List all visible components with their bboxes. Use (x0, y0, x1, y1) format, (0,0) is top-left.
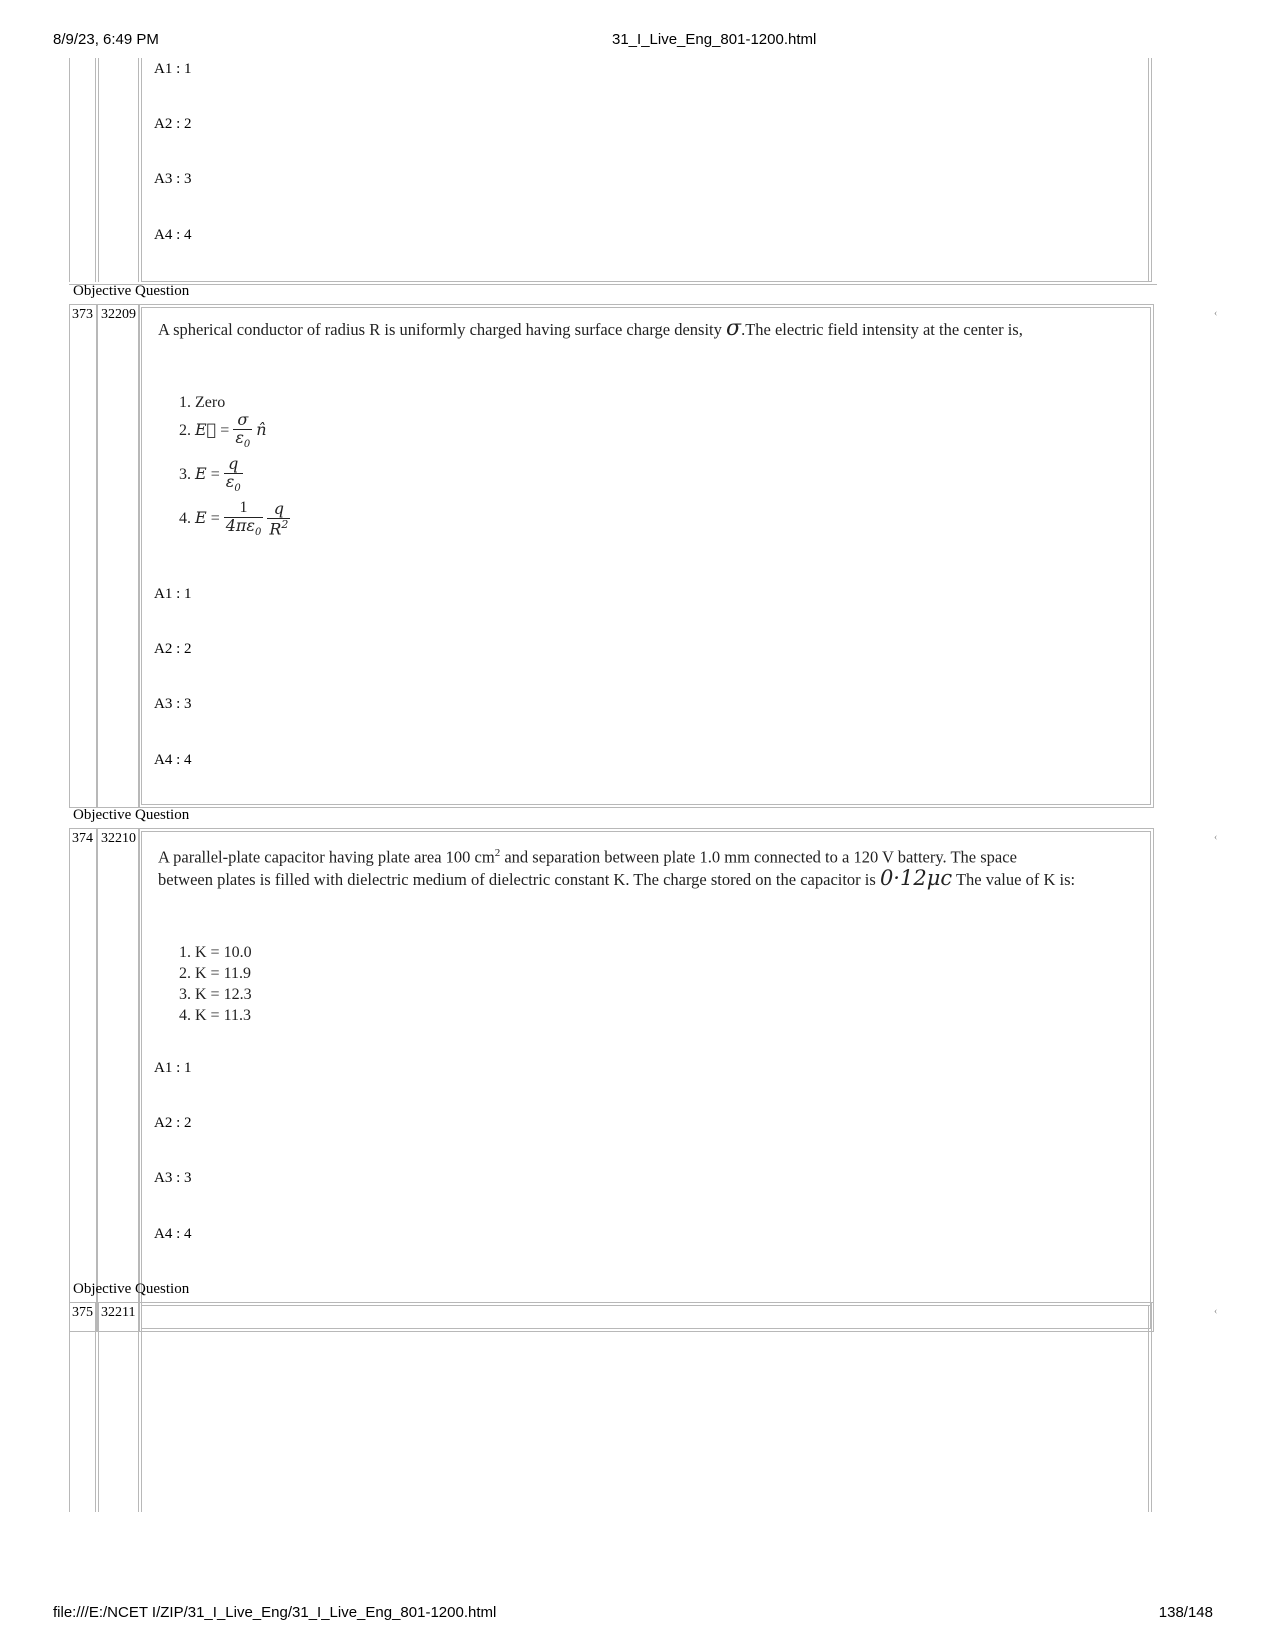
answer-option: A2 : 2 (154, 1115, 192, 1131)
answer-option: A1 : 1 (154, 586, 192, 602)
choice-1: 1. K = 10.0 (179, 944, 252, 961)
choice-1: 1. Zero (179, 394, 226, 411)
question-id: 32209 (101, 307, 136, 322)
choice-2: 2. E⃗ = $\frac{\sigma}{\varepsilon_0}$ n̂ (179, 410, 267, 450)
answer-option: A1 : 1 (154, 1060, 192, 1076)
question-text: A spherical conductor of radius R is uniformly charged having surface charge density σ.The electric field intensity at the center is, (158, 316, 1023, 341)
choice-4: 4. K = 11.3 (179, 1007, 251, 1024)
choice-2: 2. K = 11.9 (179, 965, 251, 982)
question-serial: 374 (72, 831, 93, 846)
question-serial: 373 (72, 307, 93, 322)
page-number: 138/148 (1158, 1604, 1213, 1621)
question-serial: 375 (72, 1305, 93, 1320)
overflow-marker: ‹ (1214, 308, 1218, 319)
question-id: 32210 (101, 831, 136, 846)
answer-option: A3 : 3 (154, 1170, 192, 1186)
answer-option: A4 : 4 (154, 1226, 192, 1242)
answer-option: A3 : 3 (154, 696, 192, 712)
question-type-label: Objective Question (73, 807, 190, 823)
answer-option: A2 : 2 (154, 116, 192, 132)
print-title: 31_I_Live_Eng_801-1200.html (612, 31, 817, 48)
choice-3: 3. K = 12.3 (179, 986, 252, 1003)
question-type-label: Objective Question (73, 1281, 190, 1297)
choice-3: 3. E = $\frac{q}{\varepsilon_0}$ (179, 454, 241, 494)
question-text: A parallel-plate capacitor having plate area 100 $cm^2$ and separation between plate 1.0 mm connected to a 120 V battery. The space between plates is filled with dielectric medium of dielectric constant K. The charge stored on the capacitor is 0·12μc The value of K is: (158, 847, 1076, 890)
question-type-label: Objective Question (73, 283, 190, 299)
overflow-marker: ‹ (1214, 832, 1218, 843)
choice-4: 4. E = $\frac{1}{4\pi\varepsilon_0}$ $\frac{q}{R^2}$ (179, 498, 289, 538)
print-file-path: file:///E:/NCET I/ZIP/31_I_Live_Eng/31_I_Live_Eng_801-1200.html (53, 1604, 497, 1621)
overflow-marker: ‹ (1214, 1306, 1218, 1317)
answer-option: A4 : 4 (154, 752, 192, 768)
answer-option: A4 : 4 (154, 227, 192, 243)
print-datetime: 8/9/23, 6:49 PM (53, 31, 159, 48)
answer-option: A1 : 1 (154, 61, 192, 77)
answer-option: A2 : 2 (154, 641, 192, 657)
answer-option: A3 : 3 (154, 171, 192, 187)
question-id: 32211 (101, 1305, 136, 1320)
